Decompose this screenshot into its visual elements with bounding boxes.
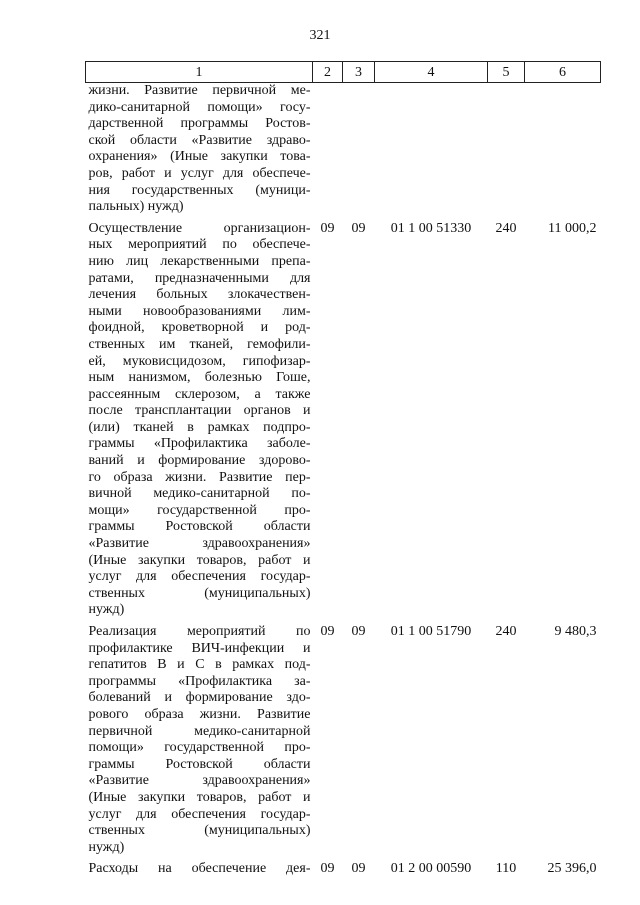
subsection-code bbox=[343, 83, 375, 221]
target-article-code: 01 1 00 51330 bbox=[390, 220, 472, 236]
table-row bbox=[86, 624, 601, 861]
expense-type-code: 110 bbox=[495, 861, 517, 877]
description-line: фоидной, кроветворной и род- bbox=[88, 320, 311, 336]
expense-type-code: 240 bbox=[495, 624, 517, 639]
description-line: рассеянным склерозом, а также bbox=[88, 386, 311, 402]
table-header-row bbox=[86, 62, 601, 83]
description-line: профилактике ВИЧ-инфекции и bbox=[88, 640, 311, 656]
description-line: граммы Ростовской области bbox=[88, 519, 311, 535]
amount-value: 9 480,3 bbox=[554, 624, 597, 639]
description-line: ственных (муниципальных) bbox=[88, 823, 311, 839]
column-header: 3 bbox=[343, 62, 375, 83]
section-code: 09 bbox=[320, 861, 335, 877]
description-line: ваний и формирование здорово- bbox=[88, 453, 311, 469]
section-code: 09 bbox=[320, 220, 335, 236]
subsection-code: 09 bbox=[351, 624, 366, 639]
row-description bbox=[86, 624, 313, 861]
description-line: ратами, предназначенными для bbox=[88, 270, 311, 286]
description-line: услуг для обеспечения государ- bbox=[88, 806, 311, 822]
description-line: лечения больных злокачествен- bbox=[88, 287, 311, 303]
description-line: рового образа жизни. Развитие bbox=[88, 706, 311, 722]
description-line: ей, муковисцидозом, гипофизар- bbox=[88, 353, 311, 369]
description-line: «Развитие здравоохранения» bbox=[88, 536, 311, 552]
description-line: (или) тканей в рамках подпро- bbox=[88, 419, 311, 435]
description-line: ных мероприятий по обеспече- bbox=[88, 237, 311, 253]
description-line: ния государственных (муници- bbox=[88, 182, 311, 198]
target-article-code: 01 1 00 51790 bbox=[390, 624, 472, 639]
description-line: болеваний и формирование здо- bbox=[88, 690, 311, 706]
description-line: жизни. Развитие первичной ме- bbox=[88, 83, 311, 98]
amount-value: 11 000,2 bbox=[548, 220, 597, 236]
page-number: 321 bbox=[309, 28, 331, 43]
description-line: Осуществление организацион- bbox=[88, 220, 311, 236]
description-line: го образа жизни. Развитие пер- bbox=[88, 469, 311, 485]
description-line: помощи» государственной про- bbox=[88, 740, 311, 756]
description-line: (Иные закупки товаров, работ и bbox=[88, 789, 311, 805]
amount-value bbox=[525, 83, 601, 221]
description-line: после трансплантации органов и bbox=[88, 403, 311, 419]
row-description bbox=[86, 861, 313, 883]
budget-table bbox=[85, 61, 601, 883]
description-line: нужд) bbox=[88, 839, 125, 855]
description-line: услуг для обеспечения государ- bbox=[88, 569, 311, 585]
row-description bbox=[86, 221, 313, 624]
description-line: ров, работ и услуг для обеспече- bbox=[88, 165, 311, 181]
subsection-code: 09 bbox=[351, 220, 366, 236]
description-line: Расходы на обеспечение дея- bbox=[88, 861, 311, 877]
description-line: ственных (муниципальных) bbox=[88, 585, 311, 601]
description-line: граммы «Профилактика заболе- bbox=[88, 436, 311, 452]
description-line: программы «Профилактика за- bbox=[88, 673, 311, 689]
description-line: первичной медико-санитарной bbox=[88, 723, 311, 739]
description-line: вичной медико-санитарной по- bbox=[88, 486, 311, 502]
subsection-code: 09 bbox=[351, 861, 366, 877]
description-line: ской области «Развитие здраво- bbox=[88, 132, 311, 148]
table-row bbox=[86, 83, 601, 221]
description-line: Реализация мероприятий по bbox=[88, 624, 311, 639]
column-header: 5 bbox=[488, 62, 525, 83]
amount-value: 25 396,0 bbox=[547, 861, 597, 877]
description-line: дарственной программы Ростов- bbox=[88, 116, 311, 132]
description-line: дико-санитарной помощи» госу- bbox=[88, 99, 311, 115]
description-line: нужд) bbox=[88, 602, 125, 618]
description-line: нию лиц лекарственными препа- bbox=[88, 253, 311, 269]
description-line: ственных им тканей, гемофили- bbox=[88, 336, 311, 352]
column-header: 2 bbox=[313, 62, 343, 83]
description-line: мощи» государственной про- bbox=[88, 502, 311, 518]
description-line: гепатитов В и С в рамках под- bbox=[88, 657, 311, 673]
column-header: 6 bbox=[525, 62, 601, 83]
row-description bbox=[86, 83, 313, 221]
section-code: 09 bbox=[320, 624, 335, 639]
table-row bbox=[86, 861, 601, 883]
section-code bbox=[313, 83, 343, 221]
column-header: 1 bbox=[86, 62, 313, 83]
description-line: охранения» (Иные закупки това- bbox=[88, 149, 311, 165]
description-line: ными новообразованиями лим- bbox=[88, 303, 311, 319]
target-article-code bbox=[375, 83, 488, 221]
description-line: граммы Ростовской области bbox=[88, 756, 311, 772]
description-line: «Развитие здравоохранения» bbox=[88, 773, 311, 789]
description-line: пальных) нужд) bbox=[88, 199, 184, 215]
column-header: 4 bbox=[375, 62, 488, 83]
expense-type-code: 240 bbox=[495, 220, 517, 236]
table-body bbox=[86, 83, 601, 883]
description-line: ным нанизмом, болезнью Гоше, bbox=[88, 370, 311, 386]
expense-type-code bbox=[488, 83, 525, 221]
description-line: (Иные закупки товаров, работ и bbox=[88, 552, 311, 568]
table-row bbox=[86, 221, 601, 624]
target-article-code: 01 2 00 00590 bbox=[390, 861, 472, 877]
